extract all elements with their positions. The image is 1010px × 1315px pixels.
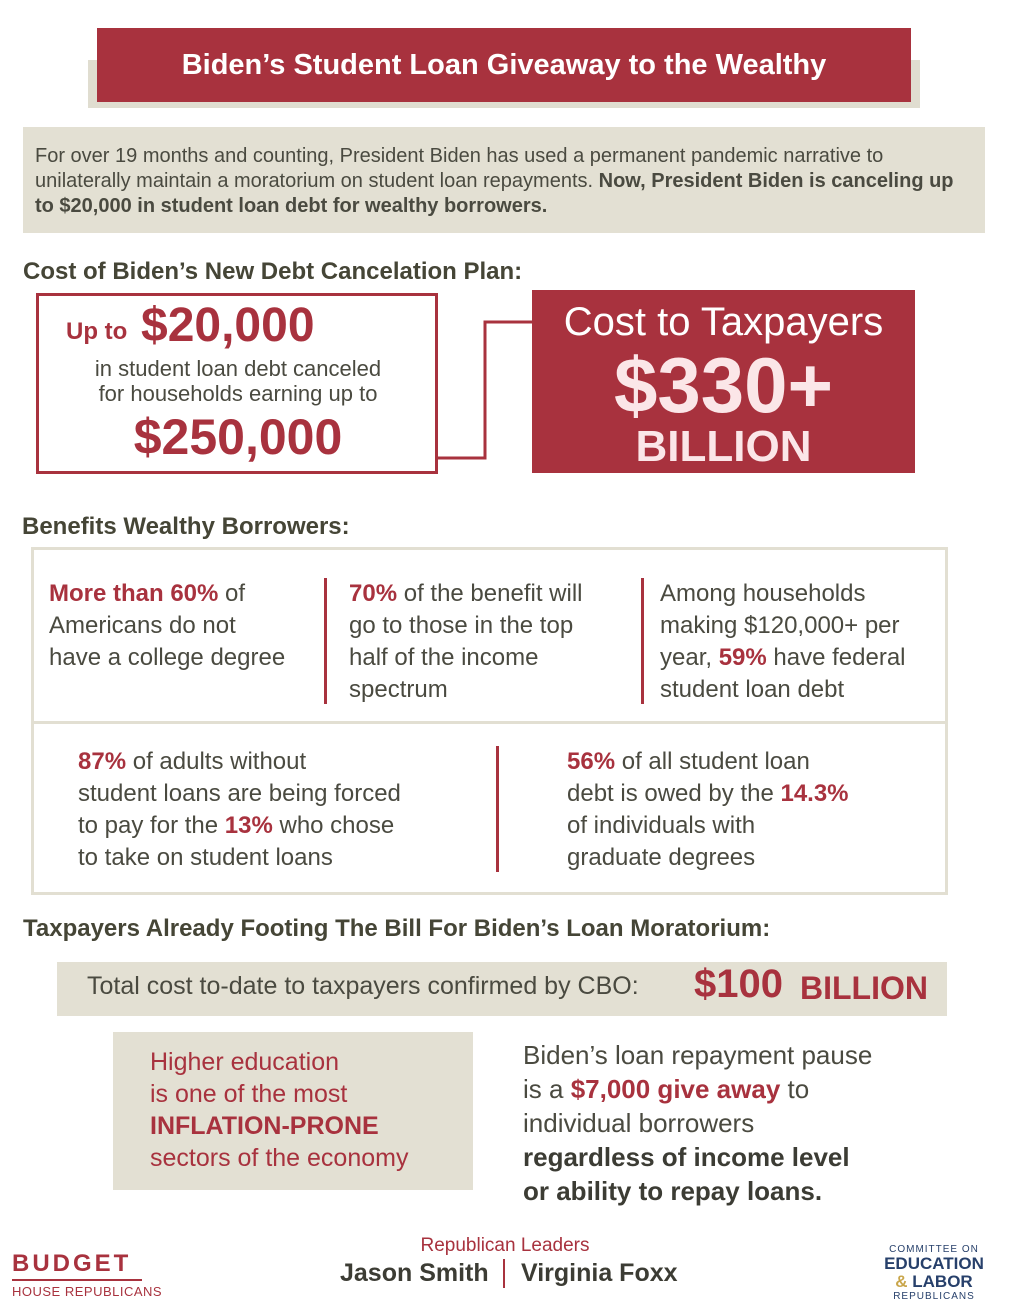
stat-households-debt bbox=[660, 578, 945, 706]
stat-text: half of the income bbox=[349, 644, 539, 671]
cost-heading: Cost of Biden’s New Debt Cancelation Plan: bbox=[23, 258, 523, 285]
stat-text: to pay for the bbox=[78, 812, 225, 839]
stat-text: of the benefit will bbox=[397, 580, 583, 607]
stat-text: making $120,000+ per bbox=[660, 612, 900, 639]
page-title: Biden’s Student Loan Giveaway to the Wealthy bbox=[97, 28, 911, 102]
stat-text: Americans do not bbox=[49, 612, 236, 639]
stat-text: year, bbox=[660, 644, 719, 671]
pause-line-1: Biden’s loan repayment pause bbox=[523, 1040, 873, 1070]
pause-highlight: $7,000 give away bbox=[570, 1074, 781, 1104]
cancellation-line-1: in student loan debt canceled bbox=[94, 356, 382, 381]
cbo-cost-unit: BILLION bbox=[800, 970, 928, 1006]
stat-text: student loans are being forced bbox=[78, 780, 401, 807]
leader-name-1: Jason Smith bbox=[340, 1259, 489, 1287]
inflation-highlight: INFLATION-PRONE bbox=[150, 1112, 379, 1140]
stat-text: who chose bbox=[272, 812, 395, 839]
committee-logo-line-1: EDUCATION bbox=[884, 1254, 984, 1273]
cbo-cost-label: Total cost to-date to taxpayers confirmed by CBO: bbox=[87, 972, 639, 1000]
inflation-line-4: sectors of the economy bbox=[150, 1144, 409, 1172]
income-threshold: $250,000 bbox=[133, 409, 343, 465]
cancellation-line-2: for households earning up to bbox=[98, 381, 378, 406]
taxpayer-cost-box bbox=[532, 290, 915, 473]
moratorium-heading: Taxpayers Already Footing The Bill For Biden’s Loan Moratorium: bbox=[23, 915, 771, 942]
stat-text: have federal bbox=[766, 644, 906, 671]
stat-text: of individuals with bbox=[567, 812, 756, 839]
cancellation-description bbox=[40, 356, 436, 406]
leader-name-2: Virginia Foxx bbox=[521, 1259, 678, 1287]
committee-logo-top: COMMITTEE ON bbox=[889, 1244, 979, 1255]
stat-text: of all student loan bbox=[615, 748, 810, 775]
taxpayer-cost-label: Cost to Taxpayers bbox=[563, 300, 884, 344]
stat-text: go to those in the top bbox=[349, 612, 574, 639]
stat-text: Among households bbox=[660, 580, 866, 607]
taxpayer-cost-unit: BILLION bbox=[635, 422, 812, 471]
leader-separator bbox=[503, 1259, 505, 1288]
pause-text: is a bbox=[523, 1074, 571, 1104]
stat-text: student loan debt bbox=[660, 676, 845, 703]
stat-text: debt is owed by the bbox=[567, 780, 781, 807]
stat-benefit-top-half bbox=[349, 578, 634, 706]
budget-logo: BUDGET bbox=[12, 1250, 132, 1277]
stat-highlight: 14.3% bbox=[780, 780, 849, 807]
stat-highlight: 87% bbox=[78, 748, 127, 775]
stat-text: graduate degrees bbox=[567, 844, 756, 871]
intro-bold-text: Now, President Biden is canceling up to $20,000 in student loan debt for wealthy borrowers. bbox=[35, 170, 954, 217]
connector-line bbox=[438, 320, 532, 460]
inflation-box bbox=[113, 1032, 473, 1190]
stat-highlight: 59% bbox=[718, 644, 767, 671]
budget-logo-subtitle: HOUSE REPUBLICANS bbox=[12, 1284, 163, 1299]
pause-bold-line-4: regardless of income level bbox=[523, 1142, 850, 1172]
leaders-label: Republican Leaders bbox=[420, 1235, 590, 1256]
intro-text: For over 19 months and counting, President Biden has used a permanent pandemic narrative to unilaterally maintain a moratorium on student loan repayments. bbox=[35, 145, 884, 192]
stat-divider-1 bbox=[324, 578, 327, 704]
intro-box bbox=[23, 127, 985, 233]
stat-text: spectrum bbox=[349, 676, 448, 703]
inflation-line-2: is one of the most bbox=[150, 1080, 348, 1108]
committee-logo-line-2: LABOR bbox=[907, 1272, 973, 1291]
committee-logo bbox=[874, 1255, 994, 1291]
pause-bold-line-5: or ability to repay loans. bbox=[523, 1176, 823, 1206]
stat-highlight: 13% bbox=[224, 812, 273, 839]
stat-text: of adults without bbox=[126, 748, 307, 775]
pause-text: to bbox=[780, 1074, 810, 1104]
benefits-heading: Benefits Wealthy Borrowers: bbox=[22, 513, 350, 540]
budget-logo-rule bbox=[12, 1279, 142, 1281]
stat-college-degree bbox=[49, 578, 319, 674]
stat-highlight: 70% bbox=[349, 580, 398, 607]
stat-highlight: 56% bbox=[567, 748, 616, 775]
up-to-label: Up to bbox=[66, 318, 128, 345]
stat-divider-3 bbox=[496, 746, 499, 872]
stat-graduate-debt bbox=[567, 746, 927, 874]
stat-divider-2 bbox=[641, 578, 644, 704]
cancellation-amount: $20,000 bbox=[141, 299, 315, 352]
stat-text: have a college degree bbox=[49, 644, 286, 671]
stat-adults-without-loans bbox=[78, 746, 478, 874]
pause-line-3: individual borrowers bbox=[523, 1108, 755, 1138]
stat-text: of bbox=[218, 580, 246, 607]
inflation-line-1: Higher education bbox=[150, 1048, 340, 1076]
repayment-pause-text bbox=[523, 1038, 963, 1208]
cbo-cost-amount: $100 bbox=[694, 962, 783, 1006]
stat-text: to take on student loans bbox=[78, 844, 333, 871]
benefits-grid-divider bbox=[34, 721, 945, 724]
taxpayer-cost-amount: $330+ bbox=[613, 341, 834, 429]
committee-logo-amp: & bbox=[895, 1272, 908, 1291]
committee-logo-subtitle: REPUBLICANS bbox=[893, 1291, 975, 1302]
stat-highlight: More than 60% bbox=[49, 580, 219, 607]
